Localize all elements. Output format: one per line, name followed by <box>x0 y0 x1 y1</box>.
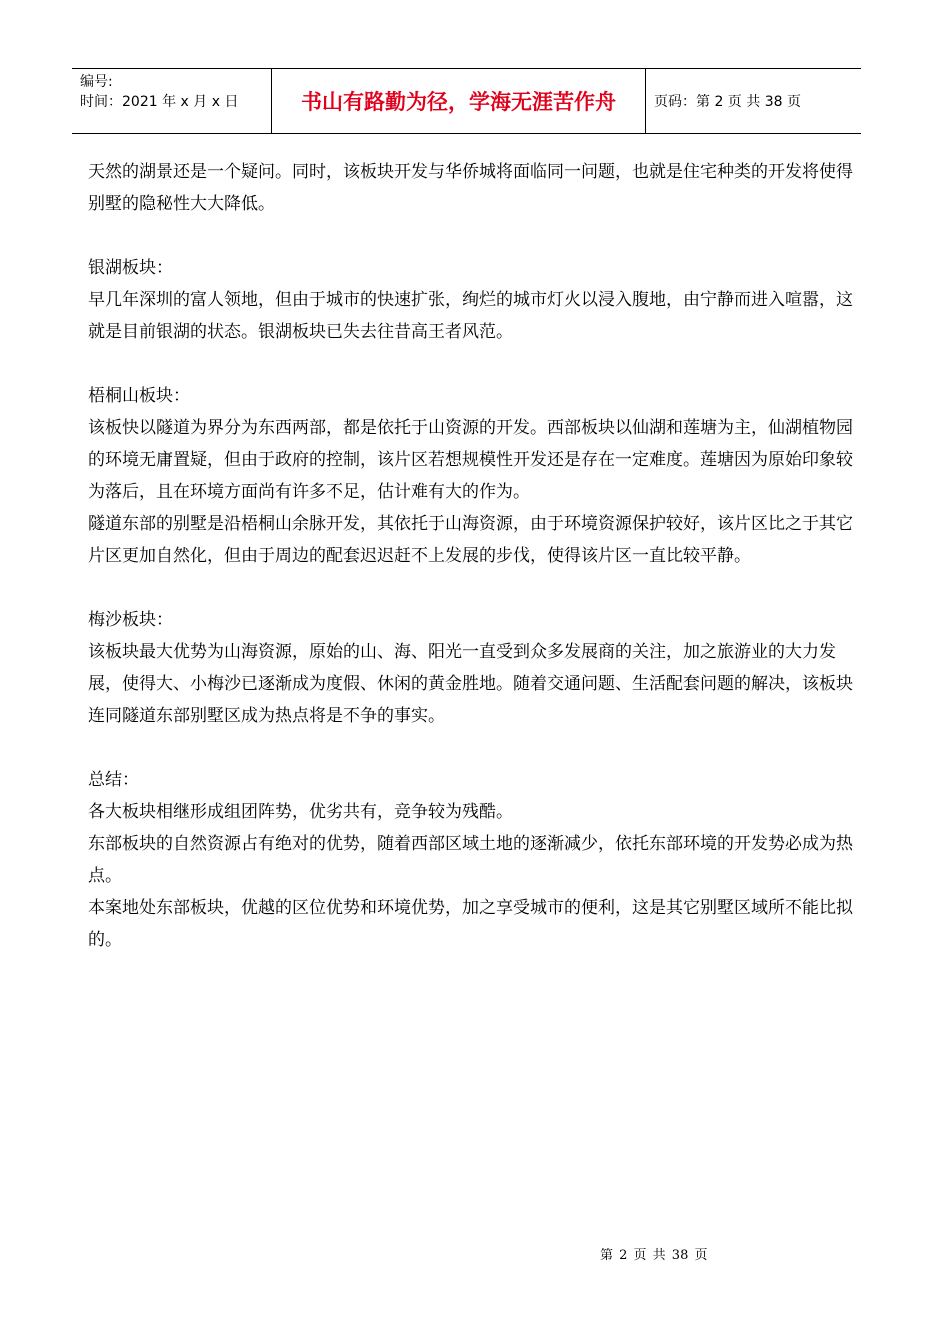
paragraph: 隧道东部的别墅是沿梧桐山余脉开发，其依托于山海资源，由于环境资源保护较好，该片区比之于其它片区更加自然化，但由于周边的配套迟迟赶不上发展的步伐，使得该片区一直比较平静。 <box>88 514 853 566</box>
page-footer <box>600 1244 707 1263</box>
time-label: 时间：2021 年 x 月 x 日 <box>80 94 239 110</box>
paragraph: 天然的湖景还是一个疑问。同时，该板块开发与华侨城将面临同一问题，也就是住宅种类的开发将使得别墅的隐秘性大大降低。 <box>88 162 853 214</box>
paragraph: 各大板块相继形成组团阵势，优劣共有，竞争较为残酷。 <box>88 802 513 822</box>
page-number-cell <box>646 69 861 133</box>
paragraph: 早几年深圳的富人领地，但由于城市的快速扩张，绚烂的城市灯火以浸入腹地，由宁静而进入喧嚣，这就是目前银湖的状态。银湖板块已失去往昔高王者风范。 <box>88 290 853 342</box>
section-heading-summary: 总结： <box>88 770 139 790</box>
paragraph: 该板快以隧道为界分为东西两部，都是依托于山资源的开发。西部板块以仙湖和莲塘为主，仙湖植物园的环境无庸置疑，但由于政府的控制，该片区若想规模性开发还是存在一定难度。莲塘因为原始印象较为落后，且在环境方面尚有许多不足，估计难有大的作为。 <box>88 418 853 502</box>
paragraph-gap <box>88 220 856 252</box>
footer-page-number: 第 2 页 共 38 页 <box>600 1248 708 1263</box>
section-heading-meisha: 梅沙板块： <box>88 610 173 630</box>
motto-cell <box>272 69 646 133</box>
section-heading-wutongshan: 梧桐山板块： <box>88 386 190 406</box>
header-info-cell <box>72 69 272 133</box>
paragraph-gap <box>88 348 856 380</box>
page-header <box>72 68 861 134</box>
number-label: 编号: <box>80 74 113 90</box>
section-heading-yinhu: 银湖板块： <box>88 258 173 278</box>
motto-text: 书山有路勤为径，学海无涯苦作舟 <box>301 89 616 114</box>
paragraph: 东部板块的自然资源占有绝对的优势，随着西部区域土地的逐渐减少，依托东部环境的开发势必成为热点。 <box>88 834 853 886</box>
paragraph-gap <box>88 572 856 604</box>
paragraph-gap <box>88 732 856 764</box>
paragraph: 该板块最大优势为山海资源，原始的山、海、阳光一直受到众多发展商的关注，加之旅游业的大力发展，使得大、小梅沙已逐渐成为度假、休闲的黄金胜地。随着交通问题、生活配套问题的解决，该板块连同隧道东部别墅区成为热点将是不争的事实。 <box>88 642 853 726</box>
paragraph: 本案地处东部板块，优越的区位优势和环境优势，加之享受城市的便利，这是其它别墅区域所不能比拟的。 <box>88 898 853 950</box>
page-label: 页码：第 2 页 共 38 页 <box>654 94 801 110</box>
document-body <box>88 156 856 956</box>
